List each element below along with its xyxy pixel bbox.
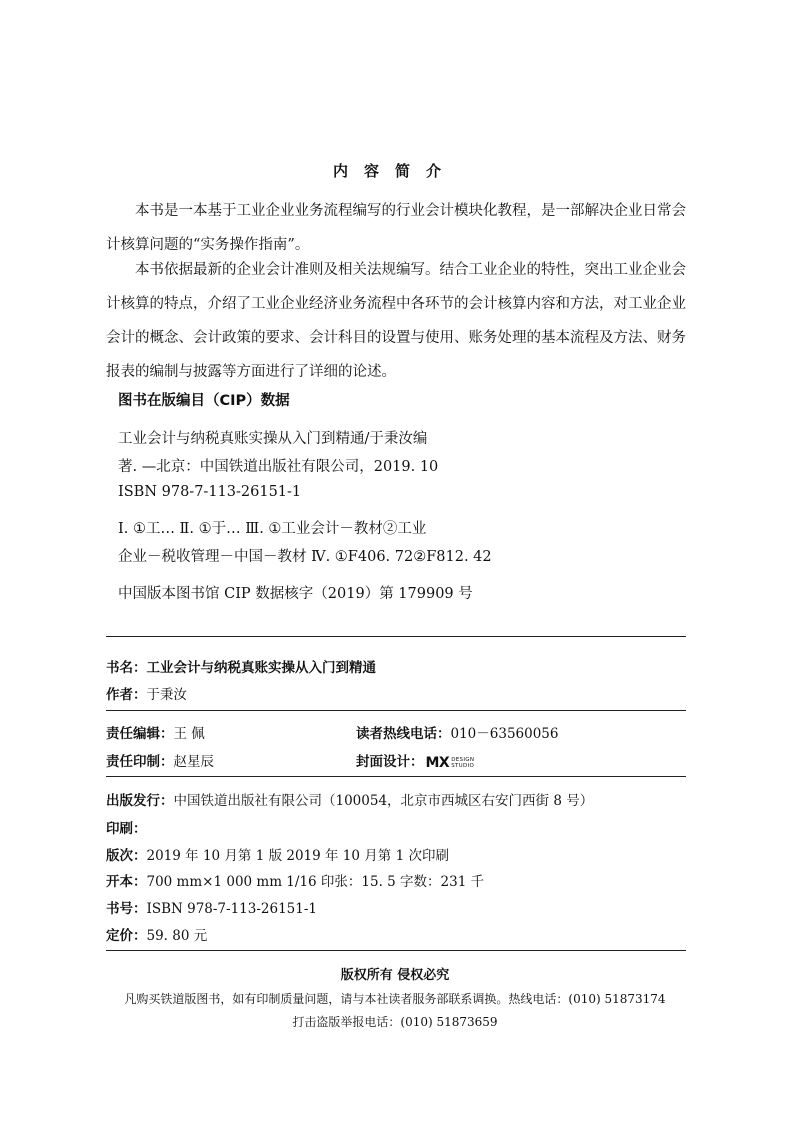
book-name-row (106, 656, 376, 676)
cip-heading: 图书在版编目（CIP）数据 (118, 393, 290, 409)
divider (106, 776, 686, 777)
isbn-label: 书号： (106, 901, 147, 917)
book-name-label: 书名： (106, 660, 147, 676)
author-value: 于秉汝 (146, 687, 187, 703)
edition-value: 2019 年 10 月第 1 版 2019 年 10 月第 1 次印刷 (146, 848, 449, 864)
printer-value: 赵星辰 (173, 754, 214, 770)
cip-line: Ⅰ. ①工… Ⅱ. ①于… Ⅲ. ①工业会计－教材②工业 (118, 521, 427, 537)
printer-row (106, 750, 214, 770)
publisher-label: 出版发行： (106, 793, 174, 809)
summary-paragraph-1 (106, 194, 686, 262)
cip-line: 企业－税收管理－中国－教材 Ⅳ. ①F406. 72②F812. 42 (118, 549, 492, 565)
hotline-value: 010－63560056 (450, 726, 559, 742)
cip-line: ISBN 978-7-113-26151-1 (118, 484, 302, 500)
design-studio-logo-sub: DESIGN STUDIO (451, 756, 475, 769)
divider (106, 636, 686, 637)
print-label: 印刷： (106, 821, 147, 837)
summary-title: 内容简介 (332, 162, 457, 180)
cip-line: 著. —北京：中国铁道出版社有限公司，2019. 10 (118, 459, 439, 475)
editor-value: 王 佩 (173, 726, 205, 742)
divider (106, 950, 686, 951)
print-row (106, 817, 147, 837)
cover-design-label: 封面设计： (356, 754, 424, 770)
editor-row (106, 722, 205, 742)
quality-notice: 凡购买铁道版图书，如有印制质量问题，请与本社读者服务部联系调换。热线电话：(010) 51873174 (124, 992, 666, 1006)
editor-label: 责任编辑： (106, 726, 174, 742)
cip-line: 工业会计与纳税真账实操从入门到精通/于秉汝编 (118, 431, 428, 447)
format-value: 700 mm×1 000 mm 1/16 印张：15. 5 字数：231 千 (146, 874, 485, 890)
summary-paragraph-1-text: 本书是一本基于工业企业业务流程编写的行业会计模块化教程，是一部解决企业日常会计核算问题的“实务操作指南”。 (106, 203, 686, 253)
hotline-row (356, 722, 558, 742)
design-studio-logo: MX (425, 754, 450, 771)
isbn-value: ISBN 978-7-113-26151-1 (146, 901, 318, 917)
summary-paragraph-2-text: 本书依据最新的企业会计准则及相关法规编写。结合工业企业的特性，突出工业企业会计核算的特点，介绍了工业企业经济业务流程中各环节的会计核算内容和方法，对工业企业会计的概念、会计政策的要求、会计科目的设置与使用、账务处理的基本流程及方法、财务报表的编制与披露等方面进行了详细的论述。 (106, 262, 686, 380)
divider (106, 710, 686, 711)
publisher-row (106, 789, 593, 809)
printer-label: 责任印制： (106, 754, 174, 770)
edition-row (106, 844, 449, 864)
piracy-hotline: 打击盗版举报电话：(010) 51873659 (292, 1015, 498, 1029)
author-label: 作者： (106, 687, 147, 703)
price-row (106, 924, 207, 944)
price-value: 59. 80 元 (146, 928, 208, 944)
cover-design-logo (426, 755, 478, 771)
rights-notice: 版权所有 侵权必究 (340, 968, 450, 983)
author-row (106, 683, 187, 703)
publisher-value: 中国铁道出版社有限公司（100054，北京市西城区右安门西街 8 号） (173, 793, 594, 809)
isbn-row (106, 897, 317, 917)
hotline-label: 读者热线电话： (356, 726, 451, 742)
cip-line: 中国版本图书馆 CIP 数据核字（2019）第 179909 号 (118, 586, 473, 602)
summary-paragraph-2 (106, 253, 686, 389)
format-label: 开本： (106, 874, 147, 890)
book-name-value: 工业会计与纳税真账实操从入门到精通 (146, 660, 376, 676)
cover-design-row (356, 750, 477, 771)
price-label: 定价： (106, 928, 147, 944)
edition-label: 版次： (106, 848, 147, 864)
format-row (106, 870, 484, 890)
